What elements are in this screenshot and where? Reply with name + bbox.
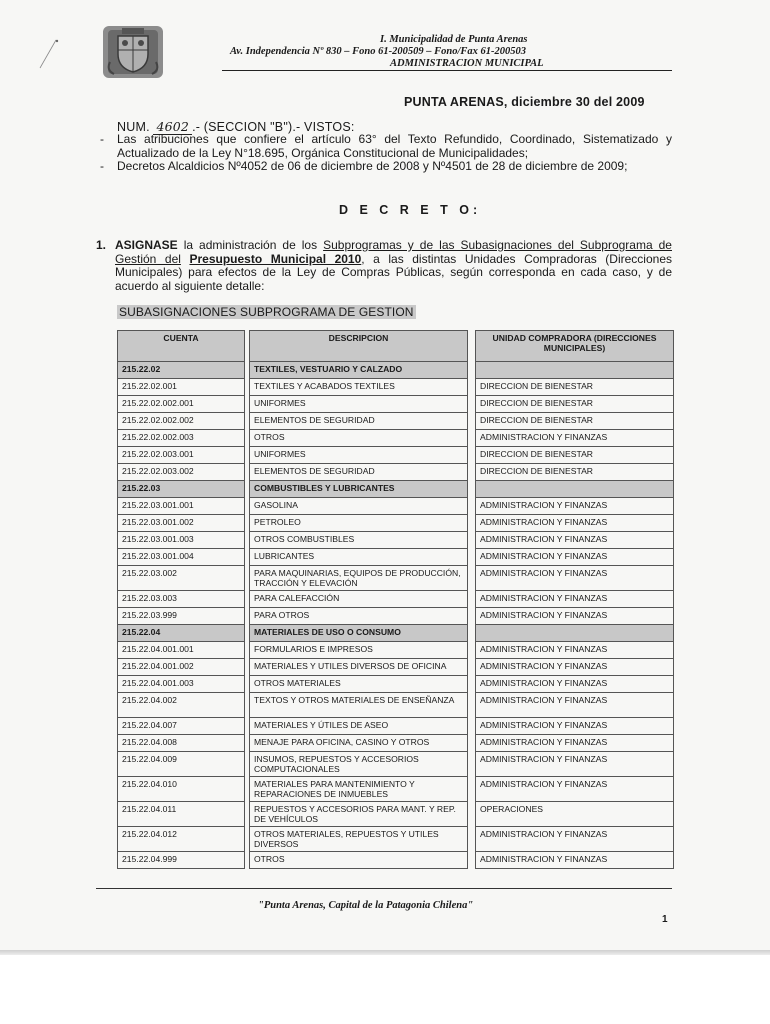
table-row xyxy=(118,430,674,447)
cuenta-cell: 215.22.04.012 xyxy=(118,827,245,852)
date-line: PUNTA ARENAS, diciembre 30 del 2009 xyxy=(404,95,645,109)
descripcion-cell: MATERIALES PARA MANTENIMIENTO Y REPARACIONES DE INMUEBLES xyxy=(250,777,468,802)
num-suffix: .- (SECCION "B").- VISTOS: xyxy=(192,120,355,134)
vistos-text: Las atribuciones que confiere el artículo 63° del Texto Refundido, Coordinado, Sistematizado y Actualizado de la Ley N°18.695, Orgánica Constitucional de Municipalidades; xyxy=(117,132,672,160)
col-header-cuenta: CUENTA xyxy=(118,331,245,362)
article-number: 1. xyxy=(96,238,107,252)
unidad-cell: ADMINISTRACION Y FINANZAS xyxy=(476,430,674,447)
table-row xyxy=(118,852,674,869)
letterhead-line-1: I. Municipalidad de Punta Arenas xyxy=(380,34,528,45)
unidad-cell: OPERACIONES xyxy=(476,802,674,827)
cuenta-cell: 215.22.02.001 xyxy=(118,379,245,396)
descripcion-cell: OTROS xyxy=(250,852,468,869)
table-row xyxy=(118,752,674,777)
unidad-cell: ADMINISTRACION Y FINANZAS xyxy=(476,608,674,625)
table-row xyxy=(118,777,674,802)
presupuesto-bold-underlined: Presupuesto Municipal 2010 xyxy=(189,251,362,266)
unidad-cell xyxy=(476,481,674,498)
descripcion-cell: TEXTOS Y OTROS MATERIALES DE ENSEÑANZA xyxy=(250,693,468,718)
descripcion-cell: OTROS xyxy=(250,430,468,447)
article-1-paragraph xyxy=(96,239,672,293)
num-prefix: NUM. xyxy=(117,120,150,134)
unidad-cell: DIRECCION DE BIENESTAR xyxy=(476,464,674,481)
article-text-a: la administración de los xyxy=(177,238,324,252)
unidad-cell: ADMINISTRACION Y FINANZAS xyxy=(476,777,674,802)
pen-mark-icon xyxy=(36,38,60,72)
table-category-row xyxy=(118,625,674,642)
descripcion-cell: TEXTILES Y ACABADOS TEXTILES xyxy=(250,379,468,396)
cuenta-cell: 215.22.03 xyxy=(118,481,245,498)
footer-divider xyxy=(96,888,672,889)
letterhead-line-2: Av. Independencia Nº 830 – Fono 61-200509 – Fono/Fax 61-200503 xyxy=(230,46,526,57)
unidad-cell: ADMINISTRACION Y FINANZAS xyxy=(476,549,674,566)
scan-margin xyxy=(0,955,770,1024)
page-number: 1 xyxy=(662,914,668,925)
unidad-cell xyxy=(476,362,674,379)
cuenta-cell: 215.22.04.999 xyxy=(118,852,245,869)
descripcion-cell: TEXTILES, VESTUARIO Y CALZADO xyxy=(250,362,468,379)
cuenta-cell: 215.22.04.010 xyxy=(118,777,245,802)
descripcion-cell: REPUESTOS Y ACCESORIOS PARA MANT. Y REP. DE VEHÍCULOS xyxy=(250,802,468,827)
cuenta-cell: 215.22.04.009 xyxy=(118,752,245,777)
unidad-cell: ADMINISTRACION Y FINANZAS xyxy=(476,718,674,735)
table-row xyxy=(118,464,674,481)
descripcion-cell: PARA MAQUINARIAS, EQUIPOS DE PRODUCCIÓN, TRACCIÓN Y ELEVACIÓN xyxy=(250,566,468,591)
descripcion-cell: MATERIALES Y ÚTILES DE ASEO xyxy=(250,718,468,735)
unidad-cell: ADMINISTRACION Y FINANZAS xyxy=(476,515,674,532)
table-category-row xyxy=(118,481,674,498)
unidad-cell: ADMINISTRACION Y FINANZAS xyxy=(476,498,674,515)
cuenta-cell: 215.22.04.001.003 xyxy=(118,676,245,693)
article-text-b: , a las distintas Unidades Compradoras (Direcciones Municipales) para efectos de la Ley de Compras Públicas, según corresponda en cada caso, y de acuerdo al siguiente detalle: xyxy=(115,251,672,293)
descripcion-cell: OTROS COMBUSTIBLES xyxy=(250,532,468,549)
unidad-cell: DIRECCION DE BIENESTAR xyxy=(476,379,674,396)
unidad-cell: DIRECCION DE BIENESTAR xyxy=(476,396,674,413)
cuenta-cell: 215.22.04 xyxy=(118,625,245,642)
decree-number-handwritten: 4602 xyxy=(153,119,192,135)
descripcion-cell: COMBUSTIBLES Y LUBRICANTES xyxy=(250,481,468,498)
descripcion-cell: MENAJE PARA OFICINA, CASINO Y OTROS xyxy=(250,735,468,752)
letterhead-line-3: ADMINISTRACION MUNICIPAL xyxy=(230,58,670,71)
cuenta-cell: 215.22.02.003.001 xyxy=(118,447,245,464)
unidad-cell: DIRECCION DE BIENESTAR xyxy=(476,447,674,464)
municipal-coat-of-arms-icon xyxy=(100,22,166,82)
cuenta-cell: 215.22.03.001.001 xyxy=(118,498,245,515)
descripcion-cell: GASOLINA xyxy=(250,498,468,515)
cuenta-cell: 215.22.02.002.003 xyxy=(118,430,245,447)
unidad-cell: DIRECCION DE BIENESTAR xyxy=(476,413,674,430)
table-row xyxy=(118,413,674,430)
descripcion-cell: UNIFORMES xyxy=(250,396,468,413)
col-header-unidad: UNIDAD COMPRADORA (DIRECCIONES MUNICIPALES) xyxy=(476,331,674,362)
unidad-cell: ADMINISTRACION Y FINANZAS xyxy=(476,852,674,869)
unidad-cell: ADMINISTRACION Y FINANZAS xyxy=(476,566,674,591)
vistos-text: Decretos Alcaldicios Nº4052 de 06 de diciembre de 2008 y Nº4501 de 28 de diciembre de 2009; xyxy=(117,159,628,173)
unidad-cell: ADMINISTRACION Y FINANZAS xyxy=(476,735,674,752)
unidad-cell: ADMINISTRACION Y FINANZAS xyxy=(476,659,674,676)
cuenta-cell: 215.22.04.002 xyxy=(118,693,245,718)
article-text xyxy=(96,239,672,293)
descripcion-cell: UNIFORMES xyxy=(250,447,468,464)
cuenta-cell: 215.22.02.002.002 xyxy=(118,413,245,430)
descripcion-cell: ELEMENTOS DE SEGURIDAD xyxy=(250,413,468,430)
table-row xyxy=(118,549,674,566)
table-row xyxy=(118,608,674,625)
descripcion-cell: PARA CALEFACCIÓN xyxy=(250,591,468,608)
vistos-item xyxy=(100,160,672,174)
unidad-cell: ADMINISTRACION Y FINANZAS xyxy=(476,676,674,693)
col-header-descripcion: DESCRIPCION xyxy=(250,331,468,362)
table-category-row xyxy=(118,362,674,379)
cuenta-cell: 215.22.04.001.001 xyxy=(118,642,245,659)
section-title: SUBASIGNACIONES SUBPROGRAMA DE GESTION xyxy=(119,305,414,319)
unidad-cell: ADMINISTRACION Y FINANZAS xyxy=(476,532,674,549)
subasignaciones-table xyxy=(117,330,674,869)
descripcion-cell: MATERIALES Y UTILES DIVERSOS DE OFICINA xyxy=(250,659,468,676)
unidad-cell: ADMINISTRACION Y FINANZAS xyxy=(476,642,674,659)
footer-motto: "Punta Arenas, Capital de la Patagonia Chilena" xyxy=(258,900,474,911)
table-row xyxy=(118,498,674,515)
cuenta-cell: 215.22.03.999 xyxy=(118,608,245,625)
unidad-cell: ADMINISTRACION Y FINANZAS xyxy=(476,752,674,777)
bullet-glyph: - xyxy=(100,132,104,146)
table-row xyxy=(118,827,674,852)
decreto-heading: D E C R E T O: xyxy=(339,203,482,217)
descripcion-cell: INSUMOS, REPUESTOS Y ACCESORIOS COMPUTACIONALES xyxy=(250,752,468,777)
vistos-item xyxy=(100,133,672,160)
table-header-row xyxy=(118,331,674,362)
table-row xyxy=(118,659,674,676)
cuenta-cell: 215.22.03.001.002 xyxy=(118,515,245,532)
descripcion-cell: FORMULARIOS E IMPRESOS xyxy=(250,642,468,659)
table-row xyxy=(118,735,674,752)
cuenta-cell: 215.22.04.011 xyxy=(118,802,245,827)
cuenta-cell: 215.22.02.002.001 xyxy=(118,396,245,413)
table-row xyxy=(118,379,674,396)
cuenta-cell: 215.22.03.001.004 xyxy=(118,549,245,566)
unidad-cell: ADMINISTRACION Y FINANZAS xyxy=(476,591,674,608)
unidad-cell: ADMINISTRACION Y FINANZAS xyxy=(476,827,674,852)
table-row xyxy=(118,802,674,827)
table-row xyxy=(118,396,674,413)
descripcion-cell: ELEMENTOS DE SEGURIDAD xyxy=(250,464,468,481)
descripcion-cell: OTROS MATERIALES xyxy=(250,676,468,693)
letterhead-divider xyxy=(222,70,672,71)
table-row xyxy=(118,591,674,608)
unidad-cell xyxy=(476,625,674,642)
cuenta-cell: 215.22.02 xyxy=(118,362,245,379)
cuenta-cell: 215.22.02.003.002 xyxy=(118,464,245,481)
cuenta-cell: 215.22.03.002 xyxy=(118,566,245,591)
descripcion-cell: PETROLEO xyxy=(250,515,468,532)
cuenta-cell: 215.22.04.007 xyxy=(118,718,245,735)
descripcion-cell: LUBRICANTES xyxy=(250,549,468,566)
descripcion-cell: OTROS MATERIALES, REPUESTOS Y UTILES DIVERSOS xyxy=(250,827,468,852)
table-row xyxy=(118,718,674,735)
table-row xyxy=(118,566,674,591)
table-row xyxy=(118,693,674,718)
asignase-word: ASIGNASE xyxy=(115,238,178,252)
cuenta-cell: 215.22.03.003 xyxy=(118,591,245,608)
descripcion-cell: MATERIALES DE USO O CONSUMO xyxy=(250,625,468,642)
cuenta-cell: 215.22.04.008 xyxy=(118,735,245,752)
table-row xyxy=(118,532,674,549)
cuenta-cell: 215.22.03.001.003 xyxy=(118,532,245,549)
table-row xyxy=(118,515,674,532)
vistos-list xyxy=(100,133,672,174)
letterhead xyxy=(230,34,670,71)
unidad-cell: ADMINISTRACION Y FINANZAS xyxy=(476,693,674,718)
descripcion-cell: PARA OTROS xyxy=(250,608,468,625)
table-row xyxy=(118,676,674,693)
bullet-glyph: - xyxy=(100,159,104,173)
table-row xyxy=(118,447,674,464)
table-row xyxy=(118,642,674,659)
cuenta-cell: 215.22.04.001.002 xyxy=(118,659,245,676)
subprogramas-underlined: Subprogramas y de las Subasignaciones del Subprograma de Gestión del xyxy=(115,238,672,266)
